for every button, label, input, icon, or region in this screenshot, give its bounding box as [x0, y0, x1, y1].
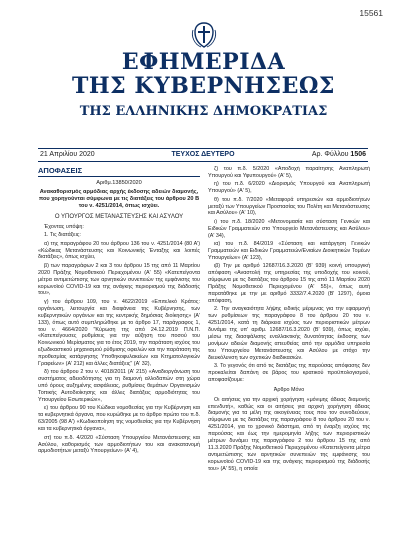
left-column	[38, 166, 200, 546]
paragraph: η) του π.δ. 6/2020 «Διορισμός Υπουργού και Αναπληρωτή Υπουργού» (Α' 5),	[208, 181, 370, 195]
masthead-title-line2: ΤΗΣ ΚΥΒΕΡΝΗΣΕΩΣ	[72, 73, 335, 99]
issue-label: ΤΕΥΧΟΣ ΔΕΥΤΕΡΟ	[171, 151, 235, 158]
paragraph: ε) του άρθρου 90 του Κώδικα νομοθεσίας για την Κυβέρνηση και τα κυβερνητικά όργανα, που κυρώθηκε με το άρθρο πρώτο του π.δ. 63/2005 (98 Α') «Κωδικοποίηση της νομοθεσίας για την Κυβέρνηση και τα κυβερνητικά όργανα»,	[38, 405, 200, 433]
paragraph: ι) του π.δ. 18/2020 «Μετονομασία και σύσταση Γενικών και Ειδικών Γραμματειών στο Υπουργείο Μετανάστευσης και Ασύλου» (Α' 34),	[208, 218, 370, 239]
sheet-label: Αρ. Φύλλου	[311, 151, 349, 158]
masthead	[0, 50, 407, 119]
paragraph: γ) του άρθρου 109, του ν. 4622/2019 «Επιτελικό Κράτος: οργάνωση, λειτουργία και διαφάνεια της Κυβέρνησης, των κυβερνητικών οργάνων και της κεντρικής δημόσιας διοίκησης» (Α' 133), όπως αυτό συμπληρώθηκε με το άρθρο 17, παράγραφος 1, του ν. 4664/2020 "Κύρωση της από 24.12.2019 Π.Ν.Π. «Κατεπείγουσες ρυθμίσεις για την αύξηση του ποσού του Κοινωνικού Μερίσματος για το έτος 2019, την παράταση ισχύος του εξωδικαστικού μηχανισμού ρύθμισης οφειλών και την παράταση της προθεσμίας κατάργησης Υποθηκοφυλακείων και Κτηματολογικών Γραφείων» (Α' 212) και άλλες διατάξεις" (Α' 32),	[38, 298, 200, 368]
paragraph: 3. Το γεγονός ότι από τις διατάξεις της παρούσας απόφασης δεν προκαλείται δαπάνη σε βάρος του κρατικού προϋπολογισμού, αποφασίζουμε:	[208, 362, 370, 383]
decision-number: Αριθμ.13850/2020	[96, 180, 142, 186]
sheet-number	[312, 149, 366, 161]
section-heading: ΑΠΟΦΑΣΕΙΣ	[38, 166, 200, 177]
paragraph: α) της παραγράφου 20 του άρθρου 136 του ν. 4251/2014 (80 Α') «Κώδικας Μετανάστευσης και Κοινωνικής Ένταξης και λοιπές διατάξεις», όπως ισχύει,	[38, 240, 200, 261]
masthead-title-line1: ΕΦΗΜΕΡΙΔΑ	[121, 49, 286, 75]
paragraph: δ) του άρθρου 2 του ν. 4018/2011 (Α' 215) «Αναδιοργάνωση του συστήματος αδειοδότησης για τη διαμονή αλλοδαπών στη χώρα υπό όρους αυξημένης ασφάλειας, ρυθμίσεις θεμάτων Οργανισμών Τοπικής Αυτοδιοίκησης και άλλες διατάξεις αρμοδιότητας του Υπουργείου Εσωτερικών»,	[38, 369, 200, 404]
masthead-subtitle: ΤΗΣ ΕΛΛΗΝΙΚΗΣ ΔΗΜΟΚΡΑΤΙΑΣ	[79, 104, 328, 119]
article-heading: Άρθρο Μόνο	[273, 386, 305, 393]
paragraph: ια) του π.δ. 84/2019 «Σύσταση και κατάργηση Γενικών Γραμματειών και Ειδικών Γραμματειών/Ενιαίων Διοικητικών Τομέων Υπουργείων» (Α' 123),	[208, 241, 370, 261]
paragraph: ζ) του π.δ. 5/2020 «Αποδοχή παραίτησης Αναπληρωτή Υπουργού και Υφυπουργού» (Α' 5),	[208, 166, 370, 179]
sheet-number-value: 1506	[350, 151, 366, 158]
issue-info-bar	[38, 148, 368, 162]
decision-title: Ανακαθορισμός αρμόδιας αρχής έκδοσης αδειών διαμονής, που χορηγούνται σύμφωνα με τις διατάξεις του άρθρου 20 Β του ν. 4251/2014, όπως ισχύει.	[38, 188, 200, 209]
paragraph: στ) του π.δ. 4/2020 «Σύσταση Υπουργείου Μετανάστευσης και Ασύλου, καθορισμός των αρμοδιοτήτων του και ανακατανομή αρμοδιοτήτων μεταξύ Υπουργείων» (Α' 4),	[38, 434, 200, 455]
paragraph: Οι αιτήσεις για την αρχική χορήγηση «μόνιμης άδειας διαμονής επενδυτή», καθώς και οι αιτήσεις για αρχική χορήγηση άδειας διαμονής για τα μέλη της οικογένειας τους που τον συνοδεύουν, σύμφωνα με τις διατάξεις της παραγράφου 8 του άρθρου 20 του ν. 4251/2014, για το χρονικό διάστημα, από τη έναρξη ισχύος της παρούσας και έως την ημερομηνία λήξης των περιοριστικών μέτρων δυνάμει της παραγράφου 2 του άρθρου 15 της από 11.3.2020 Πράξης Νομοθετικού Περιεχομένου «Κατεπείγοντα μέτρα αντιμετώπισης των αρνητικών συνεπειών της εμφάνισης του κορωνοϊού COVID-19 και της ανάγκης περιορισμού της διάδοσής του» (Α' 55), η οποία	[208, 396, 370, 472]
page-number: 15561	[359, 8, 383, 18]
right-column	[208, 166, 370, 546]
paragraph: Έχοντας υπόψη:	[44, 223, 84, 230]
greek-coat-of-arms-icon	[189, 20, 219, 50]
paragraph: ιβ) Την με αριθμό 12687/16.3.2020 (Β' 939) κοινή υπουργική απόφαση «Αναστολή της υπηρεσίας της υποδοχής του κοινού, σύμφωνα με τις διατάξεις του άρθρου 15 της από 11 Μαρτίου 2020 Πράξης Νομοθετικού Περιεχομένου (Α' 55)», όπως αυτή παρατάθηκε με την με αριθμό 3332/7.4.2020 (Β' 1297), όμοια απόφαση,	[208, 263, 370, 304]
paragraph: θ) του π.δ. 7/2020 «Μεταφορά υπηρεσιών και αρμοδιοτήτων μεταξύ των Υπουργείων Προστασίας του Πολίτη και Μετανάστευσης και Ασύλου» (Α' 10),	[208, 196, 370, 217]
paragraph: 2. Την αναγκαιότητα λήψης ειδικής μέριμνας για την εφαρμογή των ρυθμίσεων της παραγράφου 8 του άρθρου 20 του ν. 4251/2014, κατά τη διάρκεια ισχύος των περιοριστικών μέτρων δυνάμει της υπ' αριθμ. 12687/16.3.2020 (Β' 939), όπως ισχύει, μέσω της διασφάλισης εναλλακτικής δυνατότητας έκδοσης των μονίμων αδειών διαμονής απευθείας από την αρμόδια υπηρεσία του Υπουργείου Μετανάστευσης και Ασύλου με στόχο την διευκόλυνση των σχετικών διαδικασιών.	[208, 306, 370, 361]
issue-date: 21 Απριλίου 2020	[40, 151, 95, 158]
minister-heading: Ο ΥΠΟΥΡΓΟΣ ΜΕΤΑΝΑΣΤΕΥΣΗΣ ΚΑΙ ΑΣΥΛΟΥ	[54, 213, 184, 220]
paragraph: β) των παραγράφων 2 και 3 του άρθρου 15 της από 11 Μαρτίου 2020 Πράξης Νομοθετικού Περιεχομένου (Α' 55) «Κατεπείγοντα μέτρα αντιμετώπισης των αρνητικών συνεπειών της εμφάνισης του κορωνοϊού COVID-19 και της ανάγκης περιορισμού της διάδοσής του»,	[38, 262, 200, 297]
paragraph: 1. Τις διατάξεις:	[44, 232, 81, 239]
